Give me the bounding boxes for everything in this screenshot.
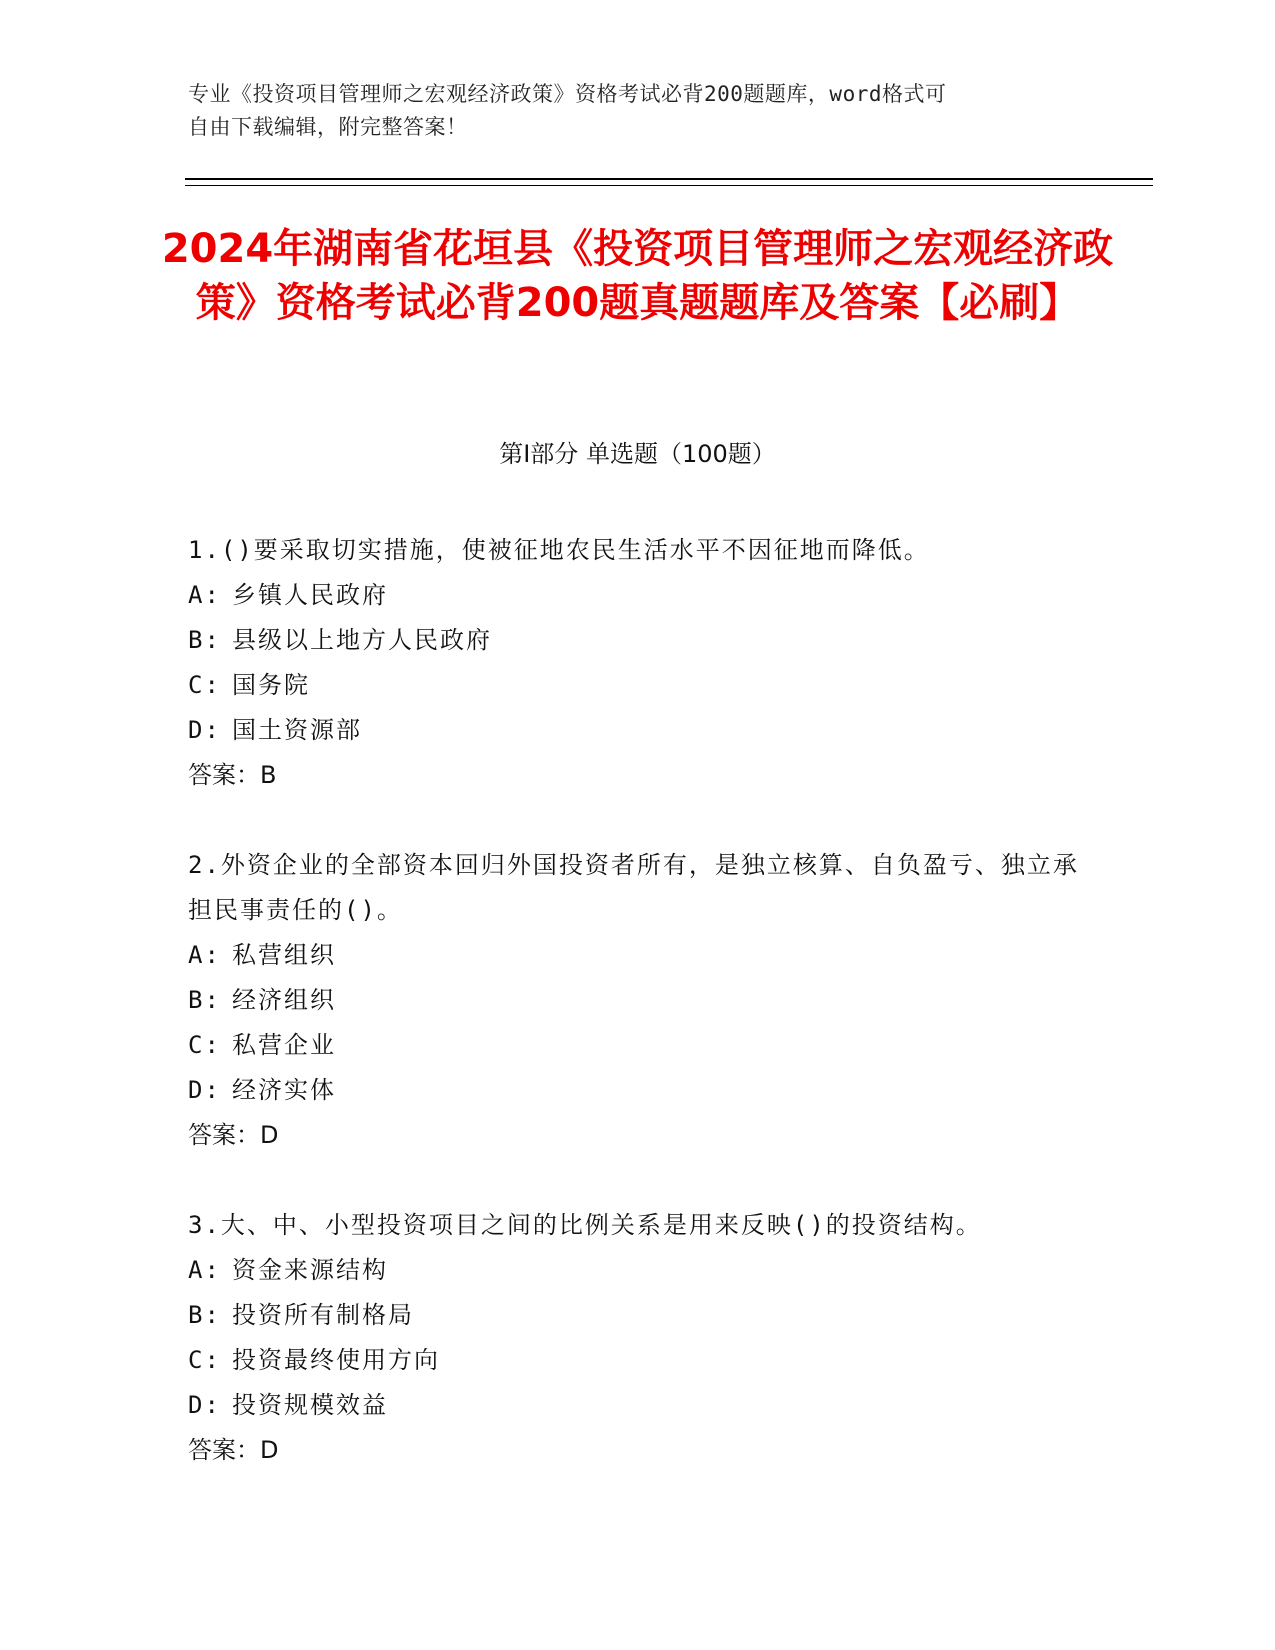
option-letter: D:: [188, 1076, 221, 1104]
option-d: [188, 1383, 1088, 1428]
option-text: 投资所有制格局: [232, 1301, 414, 1329]
option-letter: D:: [188, 716, 221, 744]
option-text: 县级以上地方人民政府: [232, 626, 492, 654]
option-letter: B:: [188, 986, 221, 1014]
option-text: 投资最终使用方向: [232, 1346, 440, 1374]
option-text: 国土资源部: [232, 716, 362, 744]
option-text: 国务院: [232, 671, 310, 699]
option-c: [188, 1338, 1088, 1383]
answer-line: 答案：B: [188, 761, 277, 789]
option-letter: C:: [188, 1346, 221, 1374]
header-note: [188, 78, 1088, 144]
option-text: 经济实体: [232, 1076, 336, 1104]
option-b: [188, 618, 1088, 663]
question-3: [188, 1203, 1088, 1473]
document-title: 2024年湖南省花垣县《投资项目管理师之宏观经济政策》资格考试必背200题真题题库及答案【必刷】: [161, 226, 1114, 326]
option-letter: B:: [188, 626, 221, 654]
option-letter: C:: [188, 671, 221, 699]
option-letter: A:: [188, 1256, 221, 1284]
option-text: 资金来源结构: [232, 1256, 388, 1284]
header-divider-thin: [185, 185, 1153, 186]
option-text: 私营组织: [232, 941, 336, 969]
question-1: [188, 528, 1088, 798]
option-letter: A:: [188, 581, 221, 609]
option-b: [188, 1293, 1088, 1338]
option-letter: A:: [188, 941, 221, 969]
option-text: 乡镇人民政府: [232, 581, 388, 609]
question-stem: 1.()要采取切实措施，使被征地农民生活水平不因征地而降低。: [188, 536, 930, 564]
answer-line: 答案：D: [188, 1436, 279, 1464]
option-a: [188, 573, 1088, 618]
section-title: 第I部分 单选题（100题）: [499, 440, 776, 468]
option-letter: B:: [188, 1301, 221, 1329]
option-text: 投资规模效益: [232, 1391, 388, 1419]
question-list: [188, 528, 1088, 1518]
question-stem: 2.外资企业的全部资本回归外国投资者所有，是独立核算、自负盈亏、独立承担民事责任的()。: [188, 851, 1079, 924]
question-stem: 3.大、中、小型投资项目之间的比例关系是用来反映()的投资结构。: [188, 1211, 982, 1239]
option-c: [188, 663, 1088, 708]
header-note-line-1: 专业《投资项目管理师之宏观经济政策》资格考试必背200题题库，word格式可: [188, 82, 947, 106]
option-d: [188, 1068, 1088, 1113]
option-text: 私营企业: [232, 1031, 336, 1059]
option-letter: C:: [188, 1031, 221, 1059]
option-b: [188, 978, 1088, 1023]
option-d: [188, 708, 1088, 753]
option-c: [188, 1023, 1088, 1068]
option-a: [188, 1248, 1088, 1293]
header-divider-thick: [185, 178, 1153, 180]
header-note-line-2: 自由下载编辑，附完整答案！: [188, 115, 468, 139]
answer-line: 答案：D: [188, 1121, 279, 1149]
option-text: 经济组织: [232, 986, 336, 1014]
option-a: [188, 933, 1088, 978]
option-letter: D:: [188, 1391, 221, 1419]
question-2: [188, 843, 1088, 1158]
